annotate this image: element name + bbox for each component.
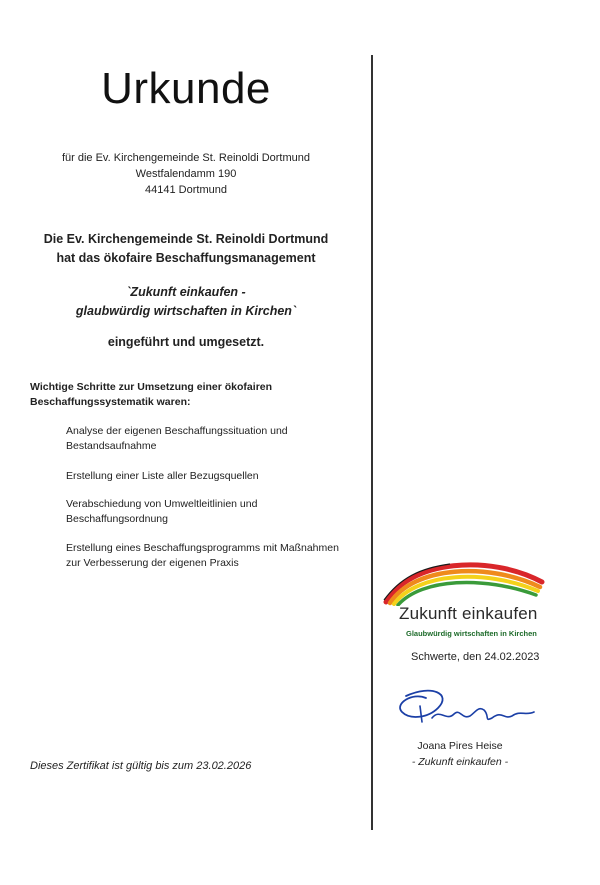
statement-line-1: Die Ev. Kirchengemeinde St. Reinoldi Dortmund (43, 232, 329, 246)
certificate-title: Urkunde (101, 64, 271, 113)
step-item (66, 497, 366, 527)
step-item (66, 424, 366, 454)
rainbow-logo-icon (380, 556, 550, 606)
step-item (66, 541, 366, 571)
step-line-1: Analyse der eigenen Beschaffungssituation und (66, 425, 288, 437)
place-and-date: Schwerte, den 24.02.2023 (411, 651, 540, 663)
steps-heading (30, 380, 350, 410)
program-line-2: glaubwürdig wirtschaften in Kirchen` (75, 304, 297, 318)
recipient-address (0, 150, 372, 198)
step-line-2: zur Verbesserung der eigenen Praxis (66, 557, 239, 569)
signer-organization: - Zukunft einkaufen - (411, 756, 509, 768)
signer-name: Joana Pires Heise (417, 740, 503, 752)
logo-tagline: Glaubwürdig wirtschaften in Kirchen (406, 629, 537, 638)
steps-heading-line-1: Wichtige Schritte zur Umsetzung einer ökofairen (30, 381, 273, 393)
validity-note: Dieses Zertifikat ist gültig bis zum 23.02.2026 (30, 760, 252, 772)
step-line-1: Verabschiedung von Umweltleitlinien und (66, 498, 258, 510)
implemented-text: eingeführt und umgesetzt. (107, 335, 265, 349)
signature-icon (392, 686, 552, 734)
logo-name: Zukunft einkaufen (399, 604, 538, 623)
program-name (0, 283, 372, 321)
step-item (66, 469, 366, 484)
certification-statement (0, 230, 372, 268)
recipient-line-3: 44141 Dortmund (145, 184, 227, 196)
recipient-line-2: Westfalendamm 190 (135, 168, 237, 180)
step-line-1: Erstellung eines Beschaffungsprogramms mit Maßnahmen (66, 542, 339, 554)
program-line-1: `Zukunft einkaufen - (126, 285, 246, 299)
steps-heading-line-2: Beschaffungssystematik waren: (30, 396, 191, 408)
step-line-2: Bestandsaufnahme (66, 440, 157, 452)
recipient-line-1: für die Ev. Kirchengemeinde St. Reinoldi Dortmund (61, 152, 311, 164)
statement-line-2: hat das ökofaire Beschaffungsmanagement (56, 251, 316, 265)
vertical-divider (371, 55, 373, 830)
step-line-2: Beschaffungsordnung (66, 513, 168, 525)
step-line-1: Erstellung einer Liste aller Bezugsquellen (66, 470, 259, 482)
